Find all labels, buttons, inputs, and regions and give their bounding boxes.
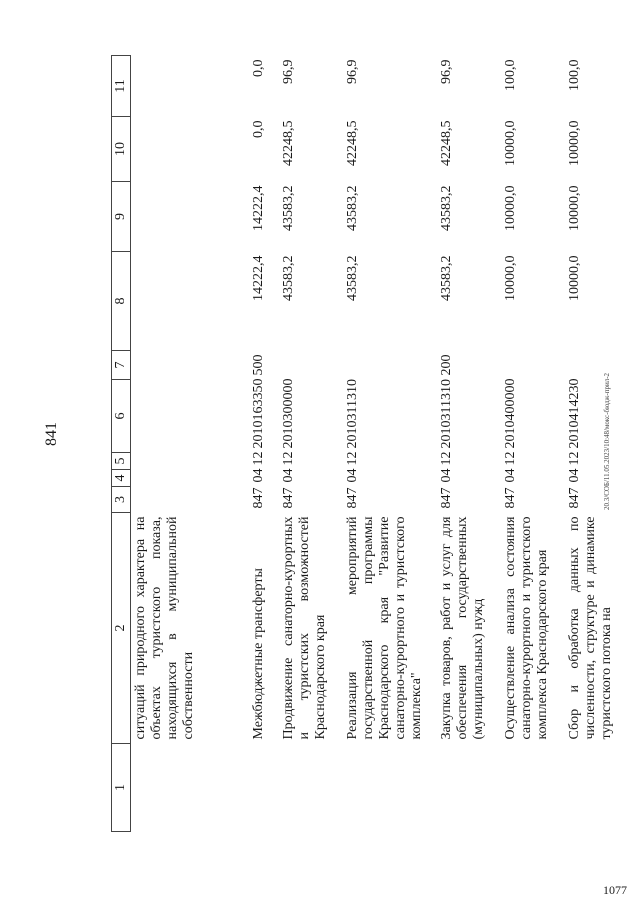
cell-ministry-code: 847 (344, 487, 360, 509)
table-row (437, 56, 501, 832)
cell-value-8: 43583,2 (344, 255, 360, 301)
cell-value-11: 96,9 (344, 59, 360, 84)
cell-expense-type: 200 (438, 354, 454, 376)
cell-value-8: 43583,2 (280, 255, 296, 301)
cell-ministry-code: 847 (502, 487, 518, 509)
row-number (279, 744, 343, 832)
cell-value-8 (131, 252, 249, 351)
row-number (501, 744, 565, 832)
cell-value-11: 100,0 (502, 59, 518, 91)
col-header-9: 9 (112, 182, 131, 252)
cell-expense-type (501, 351, 565, 380)
cell-value-8: 14222,4 (250, 255, 266, 301)
sheet-number: 1077 (603, 883, 627, 897)
row-number (343, 744, 437, 832)
row-description: Осуществление анализа состояния санаторно-курортного и туристского комплекса Краснодарского края (502, 516, 550, 740)
cell-subsection (131, 453, 249, 470)
cell-value-11 (131, 56, 249, 117)
cell-value-9: 43583,2 (438, 185, 454, 231)
cell-value-9 (131, 182, 249, 252)
col-header-8: 8 (112, 252, 131, 351)
row-number (131, 744, 249, 832)
row-description: ситуаций природного характера на объектах туристского показа, находящихся в муниципальной собственности (133, 516, 196, 740)
col-header-6: 6 (112, 380, 131, 453)
row-description: Сбор и обработка данных по численности, структуре и динамике туристского потока на (566, 516, 614, 740)
cell-ministry-code: 847 (566, 487, 582, 509)
table-row (279, 56, 343, 832)
cell-value-9: 10000,0 (502, 185, 518, 231)
cell-section: 04 (250, 468, 266, 483)
row-number (437, 744, 501, 832)
cell-ministry-code: 847 (280, 487, 296, 509)
cell-section: 04 (502, 468, 518, 483)
cell-expense-type: 500 (250, 354, 266, 376)
cell-value-9: 14222,4 (250, 185, 266, 231)
cell-value-10: 42248,5 (280, 120, 296, 166)
cell-target-article: 2010414230 (566, 378, 582, 449)
header-row (112, 56, 131, 832)
cell-subsection: 12 (566, 451, 582, 466)
cell-subsection: 12 (438, 451, 454, 466)
cell-value-11: 96,9 (438, 59, 454, 84)
budget-table-grid (111, 55, 617, 832)
col-header-4: 4 (112, 470, 131, 487)
cell-value-10: 42248,5 (344, 120, 360, 166)
row-description: Межбюджетные трансферты (250, 568, 266, 740)
cell-value-10 (131, 117, 249, 182)
cell-target-article (131, 380, 249, 453)
page-number: 841 (43, 422, 60, 446)
row-number (249, 744, 279, 832)
cell-value-11: 96,9 (280, 59, 296, 84)
cell-expense-type (131, 351, 249, 380)
table-row (343, 56, 437, 832)
cell-value-11: 0,0 (250, 59, 266, 77)
cell-value-8: 10000,0 (566, 255, 582, 301)
cell-section: 04 (438, 468, 454, 483)
cell-section (131, 470, 249, 487)
cell-value-9: 43583,2 (344, 185, 360, 231)
cell-value-10: 10000,0 (502, 120, 518, 166)
document-reference: 20.3/СОБ/11.05.2023/10:48/мокс-бюдж-прил-2 (603, 372, 611, 510)
table-row (131, 56, 249, 832)
cell-section: 04 (280, 468, 296, 483)
cell-value-8: 10000,0 (502, 255, 518, 301)
col-header-3: 3 (112, 487, 131, 513)
col-header-1: 1 (112, 744, 131, 832)
row-description: Продвижение санаторно-курортных и туристских возможностей Краснодарского края (280, 516, 328, 740)
row-number (565, 744, 617, 832)
cell-expense-type (279, 351, 343, 380)
cell-ministry-code: 847 (438, 487, 454, 509)
cell-ministry-code (131, 487, 249, 513)
cell-expense-type (343, 351, 437, 380)
cell-subsection: 12 (280, 451, 296, 466)
cell-subsection: 12 (344, 451, 360, 466)
col-header-10: 10 (112, 117, 131, 182)
table-row (501, 56, 565, 832)
cell-subsection: 12 (250, 451, 266, 466)
cell-target-article: 2010300000 (280, 378, 296, 449)
cell-section: 04 (566, 468, 582, 483)
cell-ministry-code: 847 (250, 487, 266, 509)
table-row (565, 56, 617, 832)
cell-target-article: 2010311310 (344, 379, 360, 449)
cell-value-10: 42248,5 (438, 120, 454, 166)
col-header-5: 5 (112, 453, 131, 470)
cell-value-11: 100,0 (566, 59, 582, 91)
cell-section: 04 (344, 468, 360, 483)
col-header-7: 7 (112, 351, 131, 380)
table-row (249, 56, 279, 832)
cell-expense-type (565, 351, 617, 380)
col-header-11: 11 (112, 56, 131, 117)
cell-target-article: 2010311310 (438, 379, 454, 449)
cell-target-article: 2010400000 (502, 378, 518, 449)
cell-value-10: 0,0 (250, 120, 266, 138)
col-header-2: 2 (112, 513, 131, 744)
cell-target-article: 2010163350 (250, 378, 266, 449)
cell-subsection: 12 (502, 451, 518, 466)
cell-value-9: 43583,2 (280, 185, 296, 231)
row-description: Закупка товаров, работ и услуг для обеспечения государственных (муниципальных) нужд (438, 516, 486, 740)
cell-value-10: 10000,0 (566, 120, 582, 166)
cell-value-8: 43583,2 (438, 255, 454, 301)
cell-value-9: 10000,0 (566, 185, 582, 231)
row-description: Реализация мероприятий государственной программы Краснодарского края "Развитие санаторно-курортного и туристского комплекса" (344, 516, 424, 740)
